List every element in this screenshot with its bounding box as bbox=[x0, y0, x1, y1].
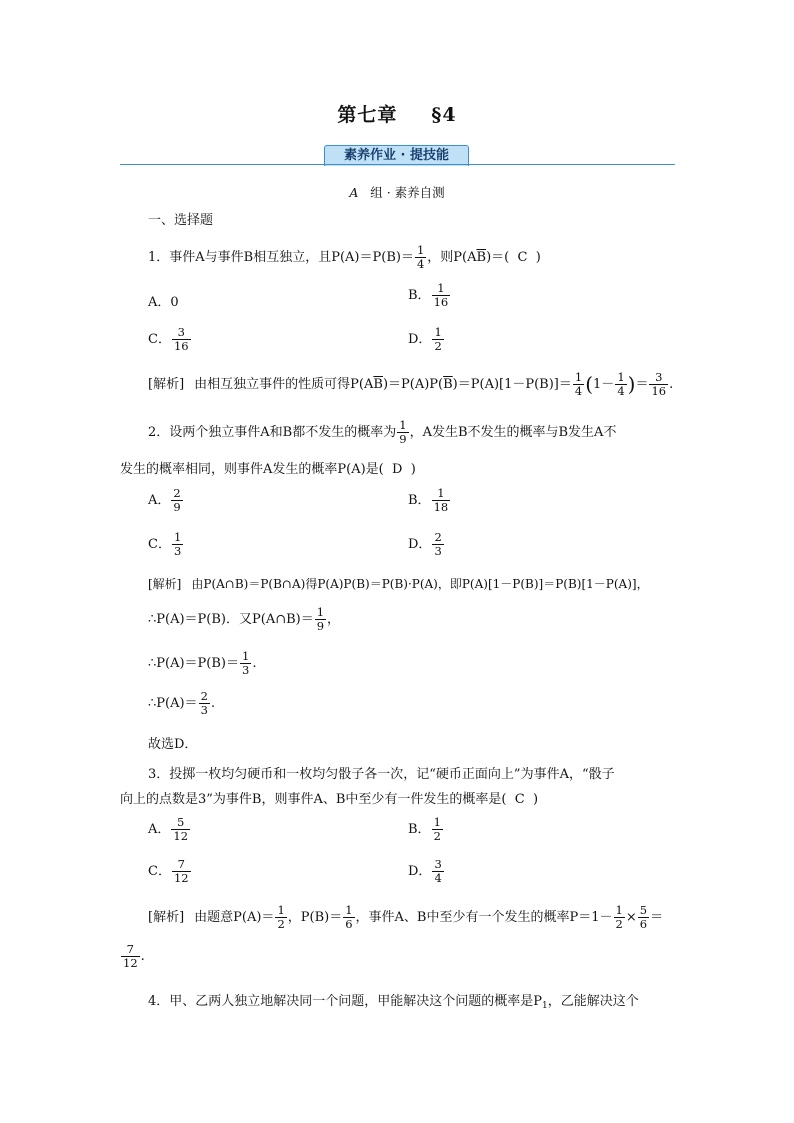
q2-conclusion: 故选D． bbox=[148, 737, 198, 752]
q3-option-a: A． $\frac{5}{12}$ bbox=[148, 815, 189, 843]
header-divider bbox=[120, 164, 675, 165]
question-4-stem: 4．甲、乙两人独立地解决同一个问题，甲能解决这个问题的概率是$P_1$，乙能解决这个 bbox=[148, 994, 639, 1011]
group-heading: A 组 · 素养自测 bbox=[349, 185, 445, 200]
question-2-stem-line2: 发生的概率相同，则事件A发生的概率P(A)是( D ) bbox=[120, 462, 416, 477]
section-banner: 素养作业 · 提技能 bbox=[324, 145, 469, 166]
answer: C bbox=[517, 250, 528, 265]
answer: D bbox=[392, 462, 403, 477]
page-title bbox=[0, 100, 794, 127]
section-heading: 一、选择题 bbox=[148, 213, 214, 228]
q3-analysis-result: $\frac{7}{12}$ . bbox=[123, 942, 145, 970]
q1-option-c: C． $\frac{3}{16}$ bbox=[148, 325, 189, 353]
q1-option-d: D． $\frac{1}{2}$ bbox=[408, 325, 442, 353]
question-1-stem: 1．事件A与事件B相互独立，且P(A)＝P(B)＝ $\frac{1}{4}$ ，则$P(A\overline{B})=$( C ) bbox=[148, 243, 541, 271]
q3-option-c: C． $\frac{7}{12}$ bbox=[148, 857, 189, 885]
question-3-stem-line2: 向上的点数是3”为事件B，则事件A、B中至少有一件发生的概率是( C ) bbox=[120, 792, 539, 807]
q3-option-b: B． $\frac{1}{2}$ bbox=[408, 815, 441, 843]
q3-option-d: D． $\frac{3}{4}$ bbox=[408, 857, 442, 885]
q1-analysis: [解析] 由相互独立事件的性质可得$P(A\overline{B})=P(A)P(\overline{B})=P(A)[1-P(B)]=$ $\frac{1}{4}$ (1－ $\frac{1}{4}$ )＝ $\frac{3}{16}$ . bbox=[148, 370, 674, 398]
q3-analysis: [解析] 由题意P(A)＝ $\frac{1}{2}$ ，P(B)＝ $\frac{1}{6}$ ，事件A、B中至少有一个发生的概率P＝1－ $\frac{1}{2}$ × $\frac{5}{6}$ ＝ bbox=[148, 903, 664, 931]
question-2-stem: 2．设两个独立事件A和B都不发生的概率为 $\frac{1}{9}$ ，A发生B不发生的概率与B发生A不 bbox=[148, 418, 617, 446]
section-label: §4 bbox=[431, 104, 457, 126]
chapter-label: 第七章 bbox=[337, 104, 398, 126]
fraction: $\frac{1}{4}$ bbox=[416, 243, 425, 271]
answer: C bbox=[514, 792, 525, 807]
q2-analysis-line1: [解析] 由P(A∩B)＝P(B∩A)得P(A)P(B)＝P(B)·P(A)，即P(A)[1－P(B)]＝P(B)[1－P(A)]， bbox=[148, 577, 649, 591]
q2-analysis-line3: ∴P(A)＝P(B)＝ $\frac{1}{3}$ . bbox=[148, 649, 257, 677]
q2-option-c: C． $\frac{1}{3}$ bbox=[148, 530, 182, 558]
q2-option-a: A． $\frac{2}{9}$ bbox=[148, 486, 181, 514]
q1-option-b: B． $\frac{1}{16}$ bbox=[408, 281, 449, 309]
q2-option-b: B． $\frac{1}{18}$ bbox=[408, 486, 449, 514]
q2-analysis-line2: ∴P(A)＝P(B)．又P(A∩B)＝ $\frac{1}{9}$ ， bbox=[148, 605, 341, 633]
q2-option-d: D． $\frac{2}{3}$ bbox=[408, 530, 442, 558]
q2-analysis-line4: ∴P(A)＝ $\frac{2}{3}$ . bbox=[148, 689, 216, 717]
question-3-stem: 3．投掷一枚均匀硬币和一枚均匀骰子各一次，记“硬币正面向上”为事件A，“骰子 bbox=[148, 767, 615, 782]
q1-option-a: A．0 bbox=[148, 295, 179, 310]
